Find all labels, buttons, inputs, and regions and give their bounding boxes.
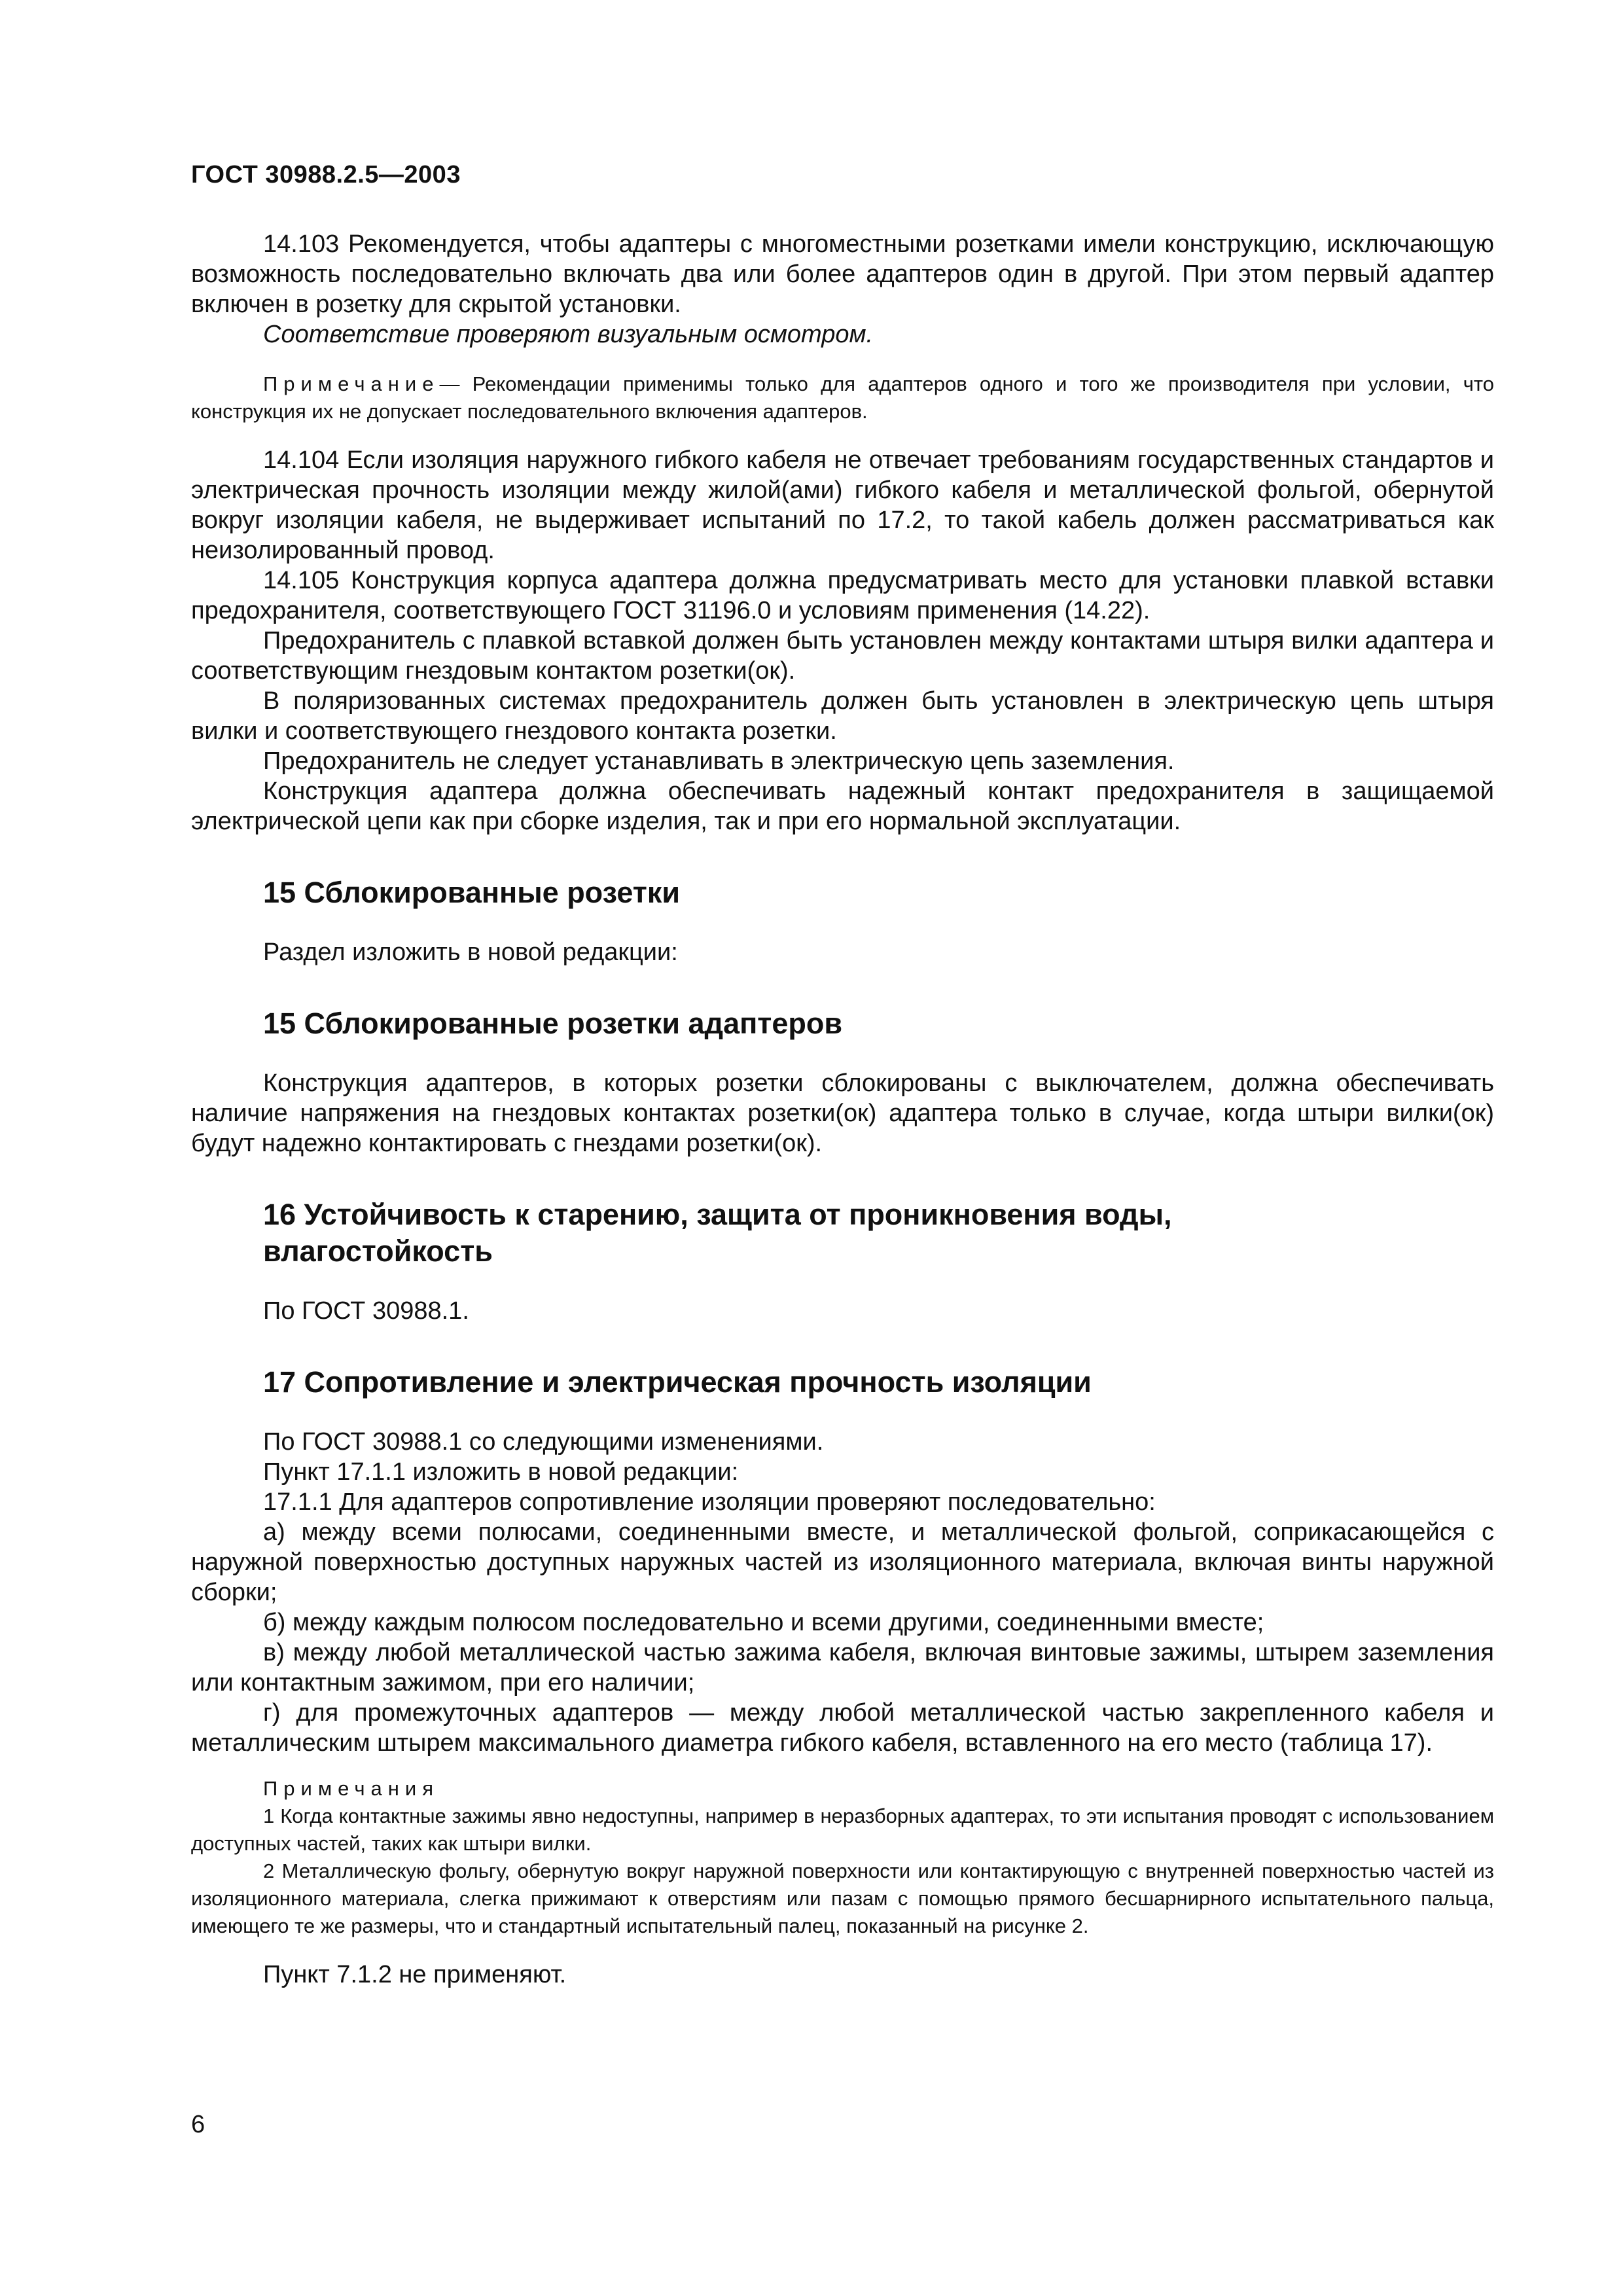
section-15-intro: Раздел изложить в новой редакции: (263, 939, 678, 966)
section-16-text: По ГОСТ 30988.1. (263, 1297, 469, 1325)
section-17-p3: 17.1.1 Для адаптеров сопротивление изоляции проверяют последовательно: (263, 1488, 1156, 1516)
list-item-a: а) между всеми полюсами, соединенными вместе, и металлической фольгой, соприкасающейся с наружной поверхностью доступных наружных частей из изоляционного материала, включая винты наружной сборки; (191, 1518, 1494, 1606)
clause-14-103: 14.103 Рекомендуется, чтобы адаптеры с многоместными розетками имели конструкцию, исключающую возможность последовательно включать два или более адаптеров один в другой. При этом первый адаптер включен в розетку для скрытой установки. (191, 230, 1494, 318)
clause-14-105-p4: Предохранитель не следует устанавливать в электрическую цепь заземления. (263, 747, 1175, 775)
section-17-notes (191, 1775, 1494, 1940)
clause-14-103-note (191, 370, 1494, 425)
note-1: 1 Когда контактные зажимы явно недоступны, например в неразборных адаптерах, то эти испытания проводят с использованием доступных частей, таких как штыри вилки. (191, 1804, 1494, 1855)
section-15-new-heading: 15 Сблокированные розетки адаптеров (263, 1007, 843, 1040)
clause-14-104: 14.104 Если изоляция наружного гибкого кабеля не отвечает требованиям государственных стандартов и электрическая прочность изоляции между жилой(ами) гибкого кабеля и металлической фольгой, обернутой вокруг изоляции кабеля, не выдерживает испытаний по 17.2, то такой кабель должен рассматриваться как неизолированный провод. (191, 446, 1494, 564)
section-17-p2: Пункт 17.1.1 изложить в новой редакции: (263, 1458, 739, 1486)
clause-14-105-p1: 14.105 Конструкция корпуса адаптера должна предусматривать место для установки плавкой вставки предохранителя, соответствующего ГОСТ 31196.0 и условиям применения (14.22). (191, 567, 1494, 624)
document-header: ГОСТ 30988.2.5—2003 (191, 161, 461, 188)
section-16-heading: 16 Устойчивость к старению, защита от проникновения воды, влагостойкость (263, 1198, 1172, 1268)
clause-14-105-p3: В поляризованных системах предохранитель должен быть установлен в электрическую цепь штыря вилки и соответствующего гнездового контакта розетки. (191, 687, 1494, 745)
clause-14-105-p2: Предохранитель с плавкой вставкой должен быть установлен между контактами штыря вилки адаптера и соответствующим гнездовым контактом розетки(ок). (191, 627, 1494, 685)
section-15-text: Конструкция адаптеров, в которых розетки сблокированы с выключателем, должна обеспечивать наличие напряжения на гнездовых контактах розетки(ок) адаптера только в случае, когда штыри вилки(ок) будут надежно контактировать с гнездами розетки(ок). (191, 1069, 1494, 1157)
list-item-g: г) для промежуточных адаптеров — между любой металлической частью закрепленного кабеля и металлическим штырем максимального диаметра гибкого кабеля, вставленного на его место (таблица 17). (191, 1699, 1494, 1757)
section-17-p1: По ГОСТ 30988.1 со следующими изменениями. (263, 1428, 824, 1456)
list-item-v: в) между любой металлической частью зажима кабеля, включая винтовые зажимы, штырем заземления или контактным зажимом, при его наличии; (191, 1639, 1494, 1696)
notes-label: Примечания (263, 1777, 439, 1800)
document-body (191, 229, 1494, 1990)
section-17-final: Пункт 7.1.2 не применяют. (263, 1961, 567, 1988)
page-number: 6 (191, 2111, 205, 2138)
note-text: — Рекомендации применимы только для адаптеров одного и того же производителя при условии, что конструкция их не допускает последовательного включения адаптеров. (191, 372, 1494, 423)
clause-14-105-p5: Конструкция адаптера должна обеспечивать надежный контакт предохранителя в защищаемой электрической цепи как при сборке изделия, так и при его нормальной эксплуатации. (191, 778, 1494, 835)
note-label: Примечание (263, 372, 440, 395)
note-2: 2 Металлическую фольгу, обернутую вокруг наружной поверхности или контактирующую с внутренней поверхностью частей из изоляционного материала, слегка прижимают к отверстиям или пазам с помощью прямого бесшарнирного испытательного пальца, имеющего те же размеры, что и стандартный испытательный палец, показанный на рисунке 2. (191, 1859, 1494, 1937)
section-17-heading: 17 Сопротивление и электрическая прочность изоляции (263, 1365, 1092, 1399)
section-15-heading: 15 Сблокированные розетки (263, 876, 681, 909)
list-item-b: б) между каждым полюсом последовательно и всеми другими, соединенными вместе; (263, 1609, 1264, 1636)
clause-14-103-check: Соответствие проверяют визуальным осмотром. (263, 321, 874, 348)
